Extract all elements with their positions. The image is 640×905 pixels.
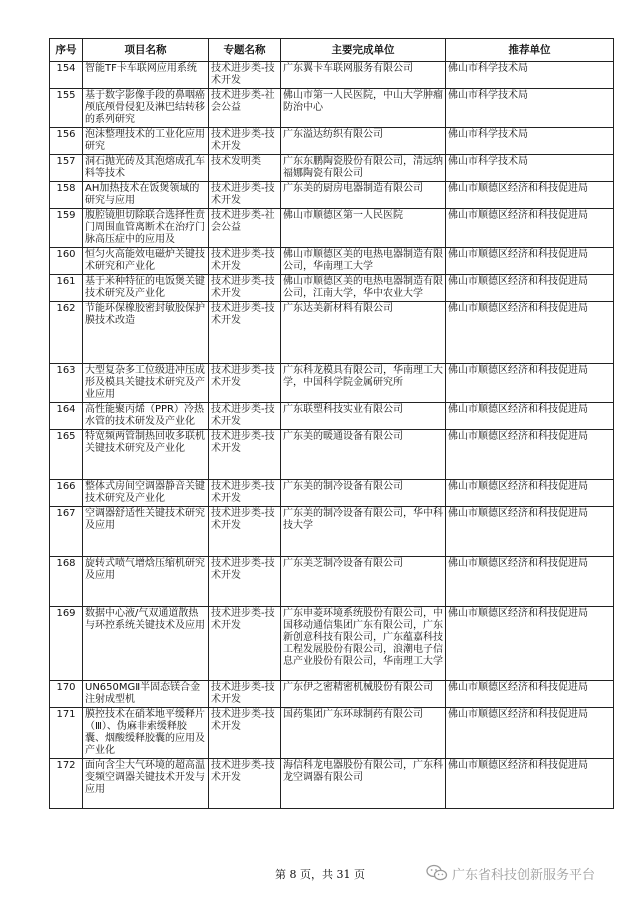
header-topic: 专题名称 <box>209 39 281 62</box>
recommending-unit: 佛山市顺德区经济和科技促进局 <box>446 209 614 248</box>
completion-units: 广东申菱环境系统股份有限公司，中国移动通信集团广东有限公司，广东新创意科技有限公司，广东蕴嘉科技工程发展股份有限公司，浪潮电子信息产业股份有限公司，华南理工大学 <box>281 607 446 681</box>
table-row <box>50 302 614 364</box>
project-name: 数据中心液/气双通道散热与环控系统关键技术及应用 <box>83 607 209 681</box>
project-name: 节能环保橡胶密封敏胶保护膜技术改造 <box>83 302 209 364</box>
completion-units: 佛山市顺德区美的电热电器制造有限公司，华南理工大学 <box>281 248 446 275</box>
recommending-unit: 佛山市顺德区经济和科技促进局 <box>446 275 614 302</box>
project-name: 膜控技术在硝苯地平缓释片（Ⅲ）、伪麻非索缓释胶囊、烟酸缓释胶囊的应用及产业化 <box>83 708 209 759</box>
topic-name: 技术进步类-技术开发 <box>209 480 281 507</box>
table-row <box>50 155 614 182</box>
recommending-unit: 佛山市顺德区经济和科技促进局 <box>446 607 614 681</box>
completion-units: 广东美的暖通设备有限公司 <box>281 430 446 480</box>
table-row <box>50 759 614 809</box>
row-number: 159 <box>50 209 83 248</box>
topic-name: 技术进步类-技术开发 <box>209 62 281 89</box>
table-row <box>50 128 614 155</box>
completion-units: 佛山市顺德区美的电热电器制造有限公司，江南大学，华中农业大学 <box>281 275 446 302</box>
topic-name: 技术进步类-技术开发 <box>209 507 281 557</box>
completion-units: 广东溢达纺织有限公司 <box>281 128 446 155</box>
topic-name: 技术进步类-技术开发 <box>209 302 281 364</box>
topic-name: 技术进步类-技术开发 <box>209 248 281 275</box>
topic-name: 技术进步类-技术开发 <box>209 607 281 681</box>
table-row <box>50 248 614 275</box>
completion-units: 广东伊之密精密机械股份有限公司 <box>281 681 446 708</box>
row-number: 162 <box>50 302 83 364</box>
table-row <box>50 364 614 403</box>
table-row <box>50 480 614 507</box>
recommending-unit: 佛山市顺德区经济和科技促进局 <box>446 182 614 209</box>
row-number: 158 <box>50 182 83 209</box>
recommending-unit: 佛山市顺德区经济和科技促进局 <box>446 430 614 480</box>
project-name: 大型复杂多工位级进冲压成形及模具关键技术研究及产业应用 <box>83 364 209 403</box>
row-number: 170 <box>50 681 83 708</box>
table-header-row <box>50 39 614 62</box>
project-name: UN650MGⅡ半固态镁合金注射成型机 <box>83 681 209 708</box>
completion-units: 广东美的厨房电器制造有限公司 <box>281 182 446 209</box>
completion-units: 广东联塑科技实业有限公司 <box>281 403 446 430</box>
recommending-unit: 佛山市顺德区经济和科技促进局 <box>446 248 614 275</box>
header-no: 序号 <box>50 39 83 62</box>
project-name: 基于米种特征的电饭煲关键技术研究及产业化 <box>83 275 209 302</box>
completion-units: 海信科龙电器股份有限公司，广东科龙空调器有限公司 <box>281 759 446 809</box>
table-row <box>50 507 614 557</box>
awards-table <box>49 38 614 809</box>
wechat-icon <box>426 864 448 882</box>
row-number: 164 <box>50 403 83 430</box>
header-project: 项目名称 <box>83 39 209 62</box>
project-name: 空调器舒适性关键技术研究及应用 <box>83 507 209 557</box>
row-number: 156 <box>50 128 83 155</box>
row-number: 169 <box>50 607 83 681</box>
watermark <box>426 862 636 884</box>
completion-units: 广东美的制冷设备有限公司，华中科技大学 <box>281 507 446 557</box>
topic-name: 技术进步类-社会公益 <box>209 209 281 248</box>
recommending-unit: 佛山市顺德区经济和科技促进局 <box>446 480 614 507</box>
recommending-unit: 佛山市科学技术局 <box>446 62 614 89</box>
row-number: 157 <box>50 155 83 182</box>
project-name: 恒匀火高能效电磁炉关键技术研究和产业化 <box>83 248 209 275</box>
recommending-unit: 佛山市顺德区经济和科技促进局 <box>446 708 614 759</box>
topic-name: 技术进步类-技术开发 <box>209 364 281 403</box>
recommending-unit: 佛山市科学技术局 <box>446 89 614 128</box>
topic-name: 技术进步类-技术开发 <box>209 403 281 430</box>
topic-name: 技术进步类-技术开发 <box>209 759 281 809</box>
table-body <box>50 62 614 809</box>
table-row <box>50 430 614 480</box>
completion-units: 广东东鹏陶瓷股份有限公司，清远纳福娜陶瓷有限公司 <box>281 155 446 182</box>
row-number: 166 <box>50 480 83 507</box>
topic-name: 技术进步类-技术开发 <box>209 430 281 480</box>
project-name: 高性能聚丙烯（PPR）冷热水管的技术研发及产业化 <box>83 403 209 430</box>
completion-units: 广东科龙模具有限公司，华南理工大学，中国科学院金属研究所 <box>281 364 446 403</box>
table-row <box>50 708 614 759</box>
header-recommender: 推荐单位 <box>446 39 614 62</box>
recommending-unit: 佛山市顺德区经济和科技促进局 <box>446 403 614 430</box>
topic-name: 技术进步类-技术开发 <box>209 275 281 302</box>
topic-name: 技术进步类-技术开发 <box>209 128 281 155</box>
table-row <box>50 557 614 607</box>
topic-name: 技术进步类-技术开发 <box>209 681 281 708</box>
recommending-unit: 佛山市科学技术局 <box>446 155 614 182</box>
page-footer: 第 8 页，共 31 页 <box>275 868 365 881</box>
completion-units: 佛山市顺德区第一人民医院 <box>281 209 446 248</box>
header-units: 主要完成单位 <box>281 39 446 62</box>
recommending-unit: 佛山市顺德区经济和科技促进局 <box>446 681 614 708</box>
recommending-unit: 佛山市顺德区经济和科技促进局 <box>446 364 614 403</box>
recommending-unit: 佛山市顺德区经济和科技促进局 <box>446 557 614 607</box>
row-number: 172 <box>50 759 83 809</box>
recommending-unit: 佛山市顺德区经济和科技促进局 <box>446 302 614 364</box>
completion-units: 广东达美新材料有限公司 <box>281 302 446 364</box>
row-number: 155 <box>50 89 83 128</box>
table-row <box>50 403 614 430</box>
topic-name: 技术进步类-社会公益 <box>209 89 281 128</box>
project-name: 特宽频两管制热回收多联机关键技术研究及产业化 <box>83 430 209 480</box>
topic-name: 技术进步类-技术开发 <box>209 708 281 759</box>
project-name: 腹腔镜胆切除联合选择性贲门周围血管离断术在治疗门脉高压症中的应用及 <box>83 209 209 248</box>
watermark-text: 广东省科技创新服务平台 <box>452 867 596 883</box>
row-number: 163 <box>50 364 83 403</box>
project-name: 基于数字影像手段的鼻咽癌颅底颅骨侵犯及淋巴结转移的系列研究 <box>83 89 209 128</box>
table-row <box>50 607 614 681</box>
table-row <box>50 275 614 302</box>
table-row <box>50 681 614 708</box>
table-row <box>50 209 614 248</box>
row-number: 171 <box>50 708 83 759</box>
project-name: 整体式房间空调器静音关键技术研究及产业化 <box>83 480 209 507</box>
completion-units: 广东美芝制冷设备有限公司 <box>281 557 446 607</box>
recommending-unit: 佛山市科学技术局 <box>446 128 614 155</box>
row-number: 167 <box>50 507 83 557</box>
project-name: 面向含尘大气环境的超高温变频空调器关键技术开发与应用 <box>83 759 209 809</box>
table-row <box>50 89 614 128</box>
row-number: 160 <box>50 248 83 275</box>
topic-name: 技术发明类 <box>209 155 281 182</box>
topic-name: 技术进步类-技术开发 <box>209 557 281 607</box>
recommending-unit: 佛山市顺德区经济和科技促进局 <box>446 507 614 557</box>
project-name: 智能TF卡车联网应用系统 <box>83 62 209 89</box>
project-name: 洞石抛光砖及其泡熔成孔车料等技术 <box>83 155 209 182</box>
completion-units: 佛山市第一人民医院，中山大学肿瘤防治中心 <box>281 89 446 128</box>
completion-units: 广东美的制冷设备有限公司 <box>281 480 446 507</box>
row-number: 154 <box>50 62 83 89</box>
row-number: 161 <box>50 275 83 302</box>
table-row <box>50 62 614 89</box>
completion-units: 广东翼卡车联网服务有限公司 <box>281 62 446 89</box>
recommending-unit: 佛山市顺德区经济和科技促进局 <box>446 759 614 809</box>
project-name: AH加热技术在饭煲领域的研究与应用 <box>83 182 209 209</box>
project-name: 泡沫整理技术的工业化应用研究 <box>83 128 209 155</box>
row-number: 168 <box>50 557 83 607</box>
topic-name: 技术进步类-技术开发 <box>209 182 281 209</box>
row-number: 165 <box>50 430 83 480</box>
project-name: 旋转式喷气增焓压缩机研究及应用 <box>83 557 209 607</box>
table-row <box>50 182 614 209</box>
completion-units: 国药集团广东环球制药有限公司 <box>281 708 446 759</box>
